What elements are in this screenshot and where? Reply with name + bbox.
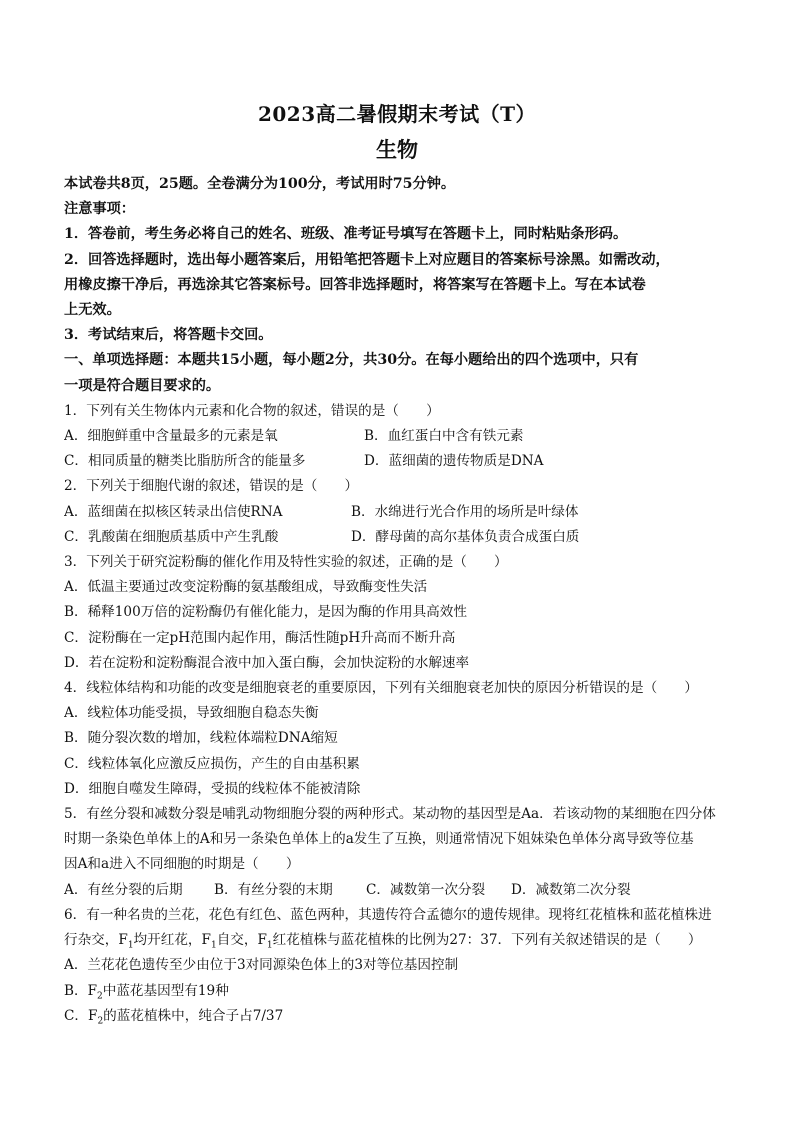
question-2-options-row-2	[64, 525, 734, 550]
question-6-option-b-text: 中蓝花基因型有19种	[102, 982, 229, 999]
question-1-option-d: D．蓝细菌的遗传物质是DNA	[364, 453, 544, 470]
question-6-option-c-prefix: C．F	[64, 1007, 98, 1024]
question-1-option-b: B．血红蛋白中含有铁元素	[364, 428, 524, 445]
question-3-option-b: B．稀释100万倍的淀粉酶仍有催化能力，是因为酶的作用具高效性	[64, 604, 467, 621]
question-3-option-a: A．低温主要通过改变淀粉酶的氨基酸组成，导致酶变性失活	[64, 579, 428, 596]
question-6-option-a: A．兰花花色遗传至少由位于3对同源染色体上的3对等位基因控制	[64, 957, 459, 974]
question-3-option-d: D．若在淀粉和淀粉酶混合液中加入蛋白酶，会加快淀粉的水解速率	[64, 654, 470, 671]
question-5-option-b: B．有丝分裂的末期	[214, 881, 333, 898]
question-4-option-b: B．随分裂次数的增加，线粒体端粒DNA缩短	[64, 730, 338, 747]
question-4-option-d: D．细胞自噬发生障碍，受损的线粒体不能被清除	[64, 780, 361, 797]
question-2-option-a: A．蓝细菌在拟核区转录出信使RNA	[64, 503, 283, 520]
question-5-stem-line-3: 因A和a进入不同细胞的时期是（ ）	[64, 856, 300, 873]
notice-item-3: 3．考试结束后，将答题卡交回。	[64, 327, 273, 344]
question-1-stem: 1．下列有关生物体内元素和化合物的叙述，错误的是（ ）	[64, 402, 440, 419]
question-6-option-b-prefix: B．F	[64, 982, 98, 999]
exam-title: 2023高二暑假期末考试（T）	[257, 102, 537, 126]
subject-title: 生物	[376, 137, 418, 162]
question-1-option-a: A．细胞鲜重中含量最多的元素是氧	[64, 428, 278, 445]
f1-subscript: 1	[127, 940, 134, 951]
question-5-stem-line-2: 时期一条染色单体上的A和另一条染色单体上的a发生了互换，则通常情况下姐妹染色单体分离导致等位基	[64, 831, 694, 848]
f1-subscript: 1	[210, 940, 217, 951]
notice-heading: 注意事项：	[64, 201, 135, 218]
notice-item-1: 1．答卷前，考生务必将自己的姓名、班级、准考证号填写在答题卡上，同时粘贴条形码。	[64, 226, 628, 243]
f2-subscript: 2	[97, 1016, 104, 1027]
question-6-text-3: 自交，F	[216, 932, 267, 949]
exam-content	[64, 172, 734, 1029]
notice-item-2-line-1: 2．回答选择题时，选出每小题答案后，用铅笔把答题卡上对应题目的答案标号涂黑。如需改动，	[64, 251, 670, 268]
question-6-text-2: 均开红花，F	[133, 932, 211, 949]
question-4-option-a: A．线粒体功能受损，导致细胞自稳态失衡	[64, 705, 319, 722]
question-6-option-c-text: 的蓝花植株中，纯合子占7/37	[103, 1007, 284, 1024]
section-heading-line-1: 一、单项选择题：本题共15小题，每小题2分，共30分。在每小题给出的四个选项中，只有	[64, 352, 639, 369]
f1-subscript: 1	[266, 940, 273, 951]
question-6-text-1: 行杂交，F	[64, 932, 128, 949]
question-4-stem: 4．线粒体结构和功能的改变是细胞衰老的重要原因，下列有关细胞衰老加快的原因分析错误的是（ ）	[64, 680, 698, 697]
question-2-option-b: B．水绵进行光合作用的场所是叶绿体	[351, 503, 579, 520]
question-2-option-d: D．酵母菌的高尔基体负责合成蛋白质	[351, 528, 580, 545]
question-5-options-row	[64, 878, 734, 903]
question-3-option-c: C．淀粉酶在一定pH范围内起作用，酶活性随pH升高而不断升高	[64, 629, 456, 646]
question-3-stem: 3．下列关于研究淀粉酶的催化作用及特性实验的叙述，正确的是（ ）	[64, 554, 508, 571]
question-6-option-b	[64, 979, 734, 1004]
question-6-stem-line-1: 6．有一种名贵的兰花，花色有红色、蓝色两种，其遗传符合孟德尔的遗传规律。现将红花植株和蓝花植株进	[64, 906, 712, 923]
notice-item-2-line-3: 上无效。	[64, 302, 121, 319]
question-6-text-4: 红花植株与蓝花植株的比例为27：37．下列有关叙述错误的是（ ）	[272, 932, 702, 949]
question-1-option-c: C．相同质量的糖类比脂肪所含的能量多	[64, 453, 306, 470]
question-5-option-c: C．减数第一次分裂	[366, 881, 486, 898]
exam-intro: 本试卷共8页，25题。全卷满分为100分，考试用时75分钟。	[64, 176, 456, 192]
f2-subscript: 2	[97, 991, 103, 1002]
notice-item-2-line-2: 用橡皮擦干净后，再选涂其它答案标号。回答非选择题时，将答案写在答题卡上。写在本试卷	[64, 276, 646, 293]
question-6-option-c	[64, 1004, 734, 1029]
question-4-option-c: C．线粒体氧化应激反应损伤，产生的自由基积累	[64, 755, 360, 772]
question-2-option-c: C．乳酸菌在细胞质基质中产生乳酸	[64, 528, 279, 545]
question-6-stem-line-2	[64, 928, 734, 953]
question-5-stem-line-1: 5．有丝分裂和减数分裂是哺乳动物细胞分裂的两种形式。某动物的基因型是Aa．若该动物的某细胞在四分体	[64, 806, 716, 823]
question-1-options-row-2	[64, 449, 734, 474]
question-2-options-row-1	[64, 500, 734, 525]
question-5-option-d: D．减数第二次分裂	[511, 881, 631, 898]
section-heading-line-2: 一项是符合题目要求的。	[64, 377, 221, 394]
question-2-stem: 2．下列关于细胞代谢的叙述，错误的是（ ）	[64, 478, 359, 495]
question-5-option-a: A．有丝分裂的后期	[64, 881, 183, 898]
question-1-options-row-1	[64, 424, 734, 449]
